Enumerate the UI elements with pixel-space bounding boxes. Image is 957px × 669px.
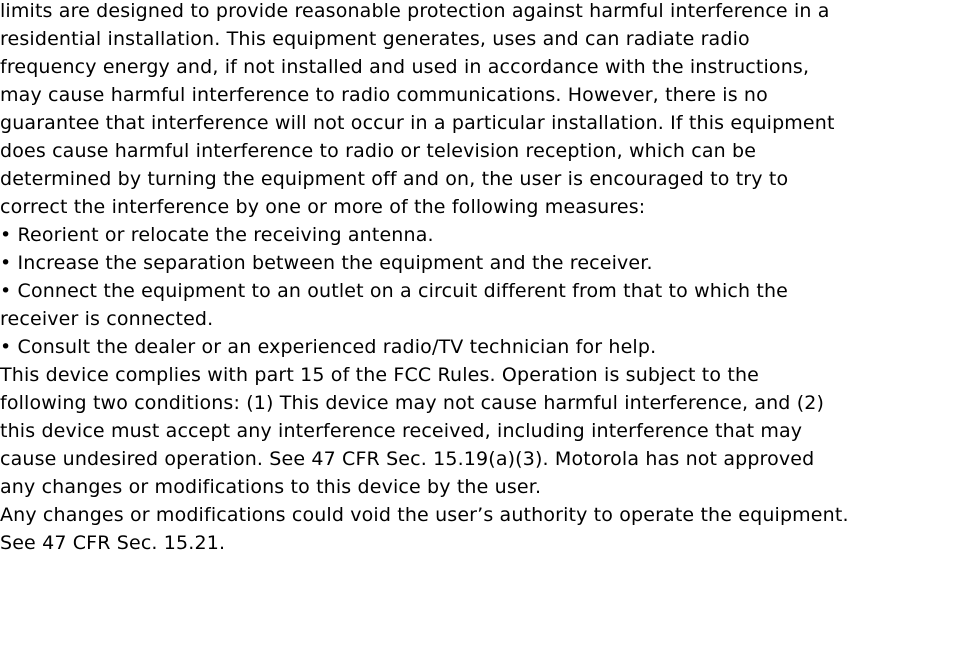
text-line: this device must accept any interference received, including interference that may xyxy=(0,420,803,442)
bullet-item-increase-separation: • Increase the separation between the equipment and the receiver. xyxy=(0,252,653,274)
bullet-item-consult-dealer: • Consult the dealer or an experienced radio/TV technician for help. xyxy=(0,336,657,358)
bullet-item-connect-outlet: • Connect the equipment to an outlet on a circuit different from that to which the xyxy=(0,280,788,302)
text-line: determined by turning the equipment off and on, the user is encouraged to try to xyxy=(0,168,789,190)
text-line: Any changes or modifications could void the user’s authority to operate the equipment. xyxy=(0,504,849,526)
text-line: may cause harmful interference to radio communications. However, there is no xyxy=(0,84,768,106)
text-line: correct the interference by one or more of the following measures: xyxy=(0,196,646,218)
text-line: following two conditions: (1) This device may not cause harmful interference, and (2) xyxy=(0,392,825,414)
text-line: This device complies with part 15 of the FCC Rules. Operation is subject to the xyxy=(0,364,759,386)
text-line: does cause harmful interference to radio or television reception, which can be xyxy=(0,140,757,162)
text-line: See 47 CFR Sec. 15.21. xyxy=(0,532,226,554)
text-line: guarantee that interference will not occur in a particular installation. If this equipment xyxy=(0,112,835,134)
text-line: frequency energy and, if not installed and used in accordance with the instructions, xyxy=(0,56,810,78)
text-line: cause undesired operation. See 47 CFR Sec. 15.19(a)(3). Motorola has not approved xyxy=(0,448,815,470)
bullet-item-reorient: • Reorient or relocate the receiving antenna. xyxy=(0,224,434,246)
text-line: limits are designed to provide reasonable protection against harmful interference in a xyxy=(0,0,830,22)
text-line: any changes or modifications to this device by the user. xyxy=(0,476,542,498)
text-line: receiver is connected. xyxy=(0,308,214,330)
text-line: residential installation. This equipment generates, uses and can radiate radio xyxy=(0,28,750,50)
